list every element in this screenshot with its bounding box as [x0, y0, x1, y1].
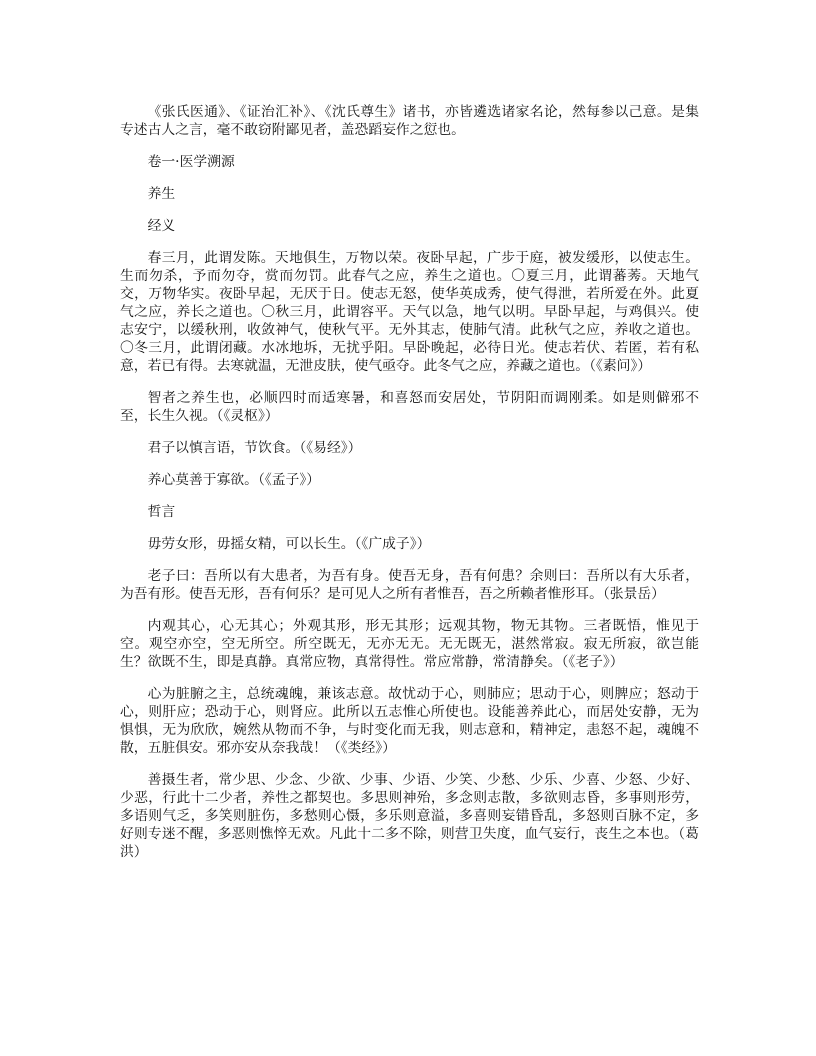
- paragraph: 君子以慎言语，节饮食。（《易经》）: [147, 440, 362, 456]
- paragraph: 春三月，此谓发陈。天地俱生，万物以荣。夜卧早起，广步于庭，被发缓形，以使志生。生而勿杀，予而勿夺，赏而勿罚。此春气之应，养生之道也。〇夏三月，此谓蕃莠。天地气交，万物华实。夜卧早起，无厌于日。使志无怒，使华英成秀，使气得泄，若所爱在外。此夏气之应，养长之道也。〇秋三月，此谓容平。天气以急，地气以明。早卧早起，与鸡俱兴。使志安宁，以缓秋刑，收敛神气，使秋气平。无外其志，使肺气清。此秋气之应，养收之道也。〇冬三月，此谓闭藏。水冰地坼，无扰乎阳。早卧晚起，必待日光。使志若伏、若匿，若有私意，若已有得。去寒就温，无泄皮肤，使气亟夺。此冬气之应，养藏之道也。（《素问》）: [120, 250, 699, 374]
- paragraph: 善摄生者，常少思、少念、少欲、少事、少语、少笑、少愁、少乐、少喜、少怒、少好、少恶，行此十二少者，养性之都契也。多思则神殆，多念则志散，多欲则志昏，多事则形劳，多语则气乏，多笑则脏伤，多愁则心慑，多乐则意溢，多喜则妄错昏乱，多怒则百脉不定，多好则专迷不醒，多恶则憔悴无欢。凡此十二多不除，则营卫失度，血气妄行，丧生之本也。（葛洪）: [120, 772, 699, 860]
- paragraph: 养心莫善于寡欲。（《孟子》）: [147, 472, 321, 488]
- intro-paragraph: 《张氏医通》、《证治汇补》、《沈氏尊生》诸书，亦皆遴选诸家名论，然每参以己意。是集专述古人之言，毫不敢窃附鄙见者，盖恐蹈妄作之愆也。: [120, 104, 699, 138]
- paragraph: 智者之养生也，必顺四时而适寒暑，和喜怒而安居处，节阴阳而调刚柔。如是则僻邪不至，长生久视。（《灵枢》）: [120, 390, 699, 424]
- paragraph: 心为脏腑之主，总统魂魄，兼该志意。故忧动于心，则肺应；思动于心，则脾应；怒动于心，则肝应；恐动于心，则肾应。此所以五志惟心所使也。设能善养此心，而居处安静，无为惧惧，无为欣欣，婉然从物而不争，与时变化而无我，则志意和，精神定，恚怒不起，魂魄不散，五脏俱安。邪亦安从奈我哉！（《类经》）: [120, 686, 699, 756]
- chapter-heading: 卷一·医学溯源: [147, 154, 235, 170]
- paragraph: 内观其心，心无其心；外观其形，形无其形；远观其物，物无其物。三者既悟，惟见于空。观空亦空，空无所空。所空既无，无亦无无。无无既无，湛然常寂。寂无所寂，欲岂能生？欲既不生，即是真静。真常应物，真常得性。常应常静，常清静矣。（《老子》）: [120, 618, 699, 670]
- document-page: [120, 103, 699, 875]
- subsection-heading: 经义: [147, 218, 176, 234]
- paragraph: 老子曰：吾所以有大患者，为吾有身。使吾无身，吾有何患？余则曰：吾所以有大乐者，为吾有形。使吾无形，吾有何乐？是可见人之所有者惟吾，吾之所赖者惟形耳。（张景岳）: [120, 568, 699, 602]
- paragraph: 毋劳女形，毋摇女精，可以长生。（《广成子》）: [147, 536, 431, 552]
- section-heading: 养生: [147, 186, 176, 202]
- subsection-heading: 哲言: [147, 504, 176, 520]
